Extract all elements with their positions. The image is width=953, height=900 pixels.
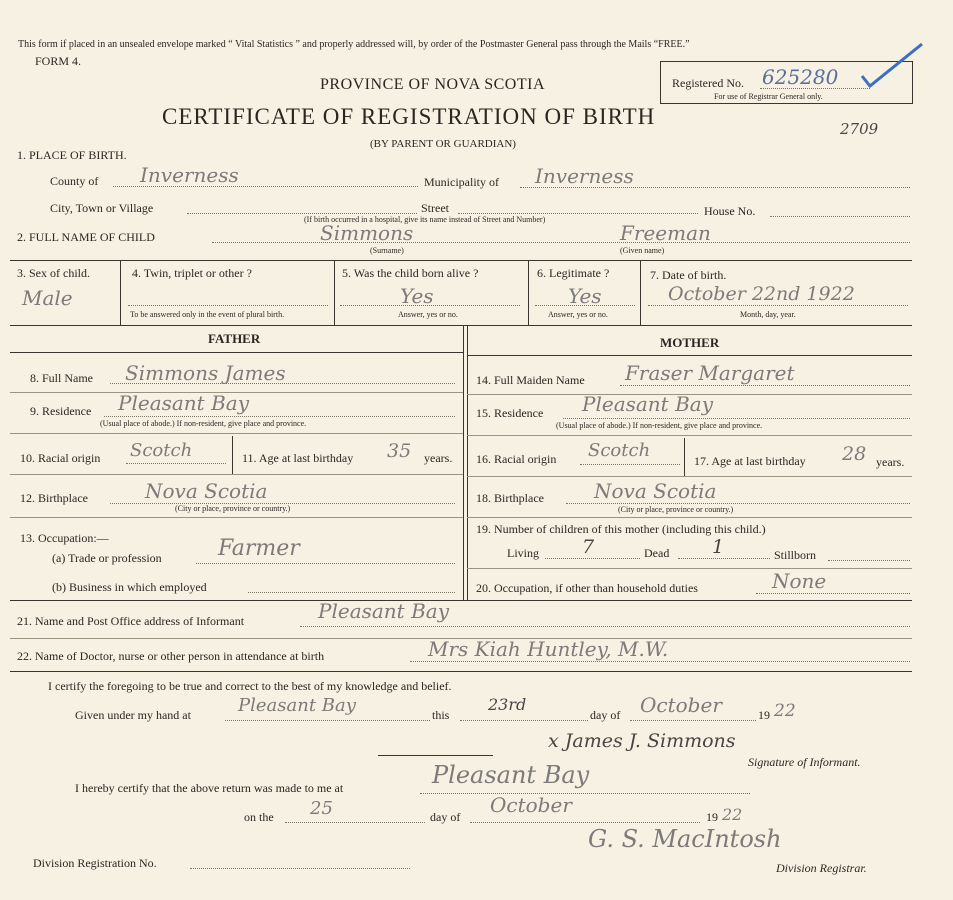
- registrar-month-line: [470, 822, 700, 823]
- doctor-line: [410, 661, 910, 662]
- father-residence-label: 9. Residence: [30, 404, 92, 418]
- certify-statement: I certify the foregoing to be true and correct to the best of my knowledge and belief.: [48, 679, 452, 693]
- mother-residence-line: [563, 418, 910, 419]
- mother-living-value: 7: [582, 536, 595, 558]
- registered-note: For use of Registrar General only.: [714, 92, 823, 101]
- given-note: (Given name): [620, 246, 665, 255]
- father-racial-line: [126, 463, 226, 464]
- this-label: this: [432, 708, 450, 722]
- mother-occupation-line: [756, 593, 910, 594]
- father-occupation-label: 13. Occupation:—: [20, 531, 109, 545]
- father-age-divider: [232, 436, 233, 474]
- father-trade-line: [196, 563, 455, 564]
- given-year-value: 22: [774, 701, 796, 721]
- mother-rule-3: [467, 476, 912, 477]
- registrar-statement: I hereby certify that the above return was made to me at: [75, 781, 344, 795]
- father-rule-3: [10, 474, 463, 475]
- informant-signature-label: Signature of Informant.: [748, 755, 861, 769]
- house-line: [770, 216, 910, 217]
- given-day-line: [460, 720, 588, 721]
- given-month-value: October: [640, 693, 722, 717]
- informant-line: [300, 626, 910, 627]
- father-business-label: (b) Business in which employed: [52, 580, 207, 594]
- street-label: Street: [421, 201, 449, 215]
- father-name-label: 8. Full Name: [30, 371, 93, 385]
- mother-head-rule: [467, 355, 912, 356]
- child-name-line: [212, 242, 910, 243]
- registrar-month-value: October: [490, 793, 572, 817]
- city-label: City, Town or Village: [50, 201, 154, 215]
- mother-racial-value: Scotch: [588, 440, 651, 461]
- province-heading: PROVINCE OF NOVA SCOTIA: [320, 76, 546, 93]
- father-name-value: Simmons James: [125, 361, 286, 385]
- twin-label: 4. Twin, triplet or other ?: [132, 266, 252, 280]
- mother-rule-5: [467, 568, 912, 569]
- given-label: Given under my hand at: [75, 708, 191, 722]
- county-label: County of: [50, 174, 99, 188]
- date-line: [648, 305, 908, 306]
- row3-div-1: [120, 260, 121, 325]
- mother-age-divider: [684, 438, 685, 476]
- mail-notice: This form if placed in an unsealed envelope marked “ Vital Statistics ” and properly addressed will, by order of the Postmaster General pass through the Mails “FREE.”: [18, 39, 690, 50]
- registrar-place-value: Pleasant Bay: [432, 761, 590, 789]
- mother-years: years.: [876, 455, 905, 469]
- legitimate-note: Answer, yes or no.: [548, 310, 608, 319]
- registrar-day-line: [285, 822, 425, 823]
- hospital-note: (If birth occurred in a hospital, give its name instead of Street and Number): [304, 215, 546, 224]
- twin-note: To be answered only in the event of plural birth.: [130, 310, 285, 319]
- father-residence-value: Pleasant Bay: [118, 391, 249, 415]
- mother-residence-value: Pleasant Bay: [582, 392, 713, 416]
- registrar-place-line: [420, 793, 750, 794]
- street-line: [458, 213, 698, 214]
- informant-value: Pleasant Bay: [318, 599, 449, 623]
- city-line: [187, 213, 417, 214]
- father-birthplace-value: Nova Scotia: [145, 479, 268, 503]
- mother-name-label: 14. Full Maiden Name: [476, 373, 585, 387]
- doctor-label: 22. Name of Doctor, nurse or other person in attendance at birth: [17, 649, 325, 663]
- mother-birthplace-line: [566, 503, 910, 504]
- registrar-signature: G. S. MacIntosh: [588, 825, 782, 853]
- row3-div-2: [334, 260, 335, 325]
- mother-occupation-value: None: [772, 569, 827, 593]
- sex-label: 3. Sex of child.: [17, 266, 90, 280]
- mother-name-line: [620, 385, 910, 386]
- father-rule-4: [10, 517, 463, 518]
- given-day-of-label: day of: [590, 708, 621, 722]
- father-trade-label: (a) Trade or profession: [52, 551, 162, 565]
- surname-note: (Surname): [370, 246, 404, 255]
- child-given-name: Freeman: [620, 221, 711, 245]
- mother-dead-label: Dead: [644, 546, 670, 560]
- doctor-value: Mrs Kiah Huntley, M.W.: [428, 637, 669, 661]
- parents-divider-2: [467, 325, 468, 600]
- check-mark-icon: [858, 40, 928, 90]
- mother-racial-label: 16. Racial origin: [476, 452, 557, 466]
- given-day-value: 23rd: [488, 695, 527, 714]
- child-surname: Simmons: [320, 221, 414, 245]
- mother-occupation-label: 20. Occupation, if other than household duties: [476, 581, 698, 595]
- twin-line: [128, 305, 328, 306]
- row3-top-rule: [10, 260, 912, 261]
- place-heading: 1. PLACE OF BIRTH.: [17, 148, 127, 162]
- father-birthplace-note: (City or place, province or country.): [175, 504, 291, 513]
- father-years: years.: [424, 451, 453, 465]
- mother-rule-4: [467, 517, 912, 518]
- mother-residence-note: (Usual place of abode.) If non-resident, give place and province.: [556, 421, 763, 430]
- county-value: Inverness: [140, 163, 239, 187]
- division-registration-label: Division Registration No.: [33, 856, 157, 870]
- informant-signature: x James J. Simmons: [548, 730, 736, 752]
- division-registrar-label: Division Registrar.: [776, 861, 867, 875]
- division-registration-line: [190, 868, 410, 869]
- mother-stillborn-label: Stillborn: [774, 548, 817, 562]
- mother-residence-label: 15. Residence: [476, 406, 544, 420]
- seal-rule: [378, 755, 493, 756]
- mother-age-label: 17. Age at last birthday: [694, 454, 806, 468]
- father-residence-line: [104, 416, 455, 417]
- house-label: House No.: [704, 204, 756, 218]
- municipality-label: Municipality of: [424, 175, 499, 189]
- registrar-day-of-label: day of: [430, 810, 461, 824]
- informant-label: 21. Name and Post Office address of Informant: [17, 614, 245, 628]
- alive-note: Answer, yes or no.: [398, 310, 458, 319]
- father-age-label: 11. Age at last birthday: [242, 451, 354, 465]
- date-label: 7. Date of birth.: [650, 268, 727, 282]
- father-business-line: [248, 592, 455, 593]
- sex-value: Male: [22, 286, 73, 310]
- parents-divider: [463, 325, 464, 600]
- mother-children-label: 19. Number of children of this mother (including this child.): [476, 522, 766, 536]
- father-residence-note: (Usual place of abode.) If non-resident, give place and province.: [100, 419, 307, 428]
- mother-birthplace-label: 18. Birthplace: [476, 491, 544, 505]
- row3-div-3: [528, 260, 529, 325]
- registered-number: 625280: [762, 65, 839, 89]
- father-racial-value: Scotch: [130, 440, 193, 461]
- father-age-value: 35: [387, 440, 412, 462]
- father-heading: FATHER: [208, 331, 261, 346]
- alive-value: Yes: [400, 284, 434, 308]
- form-number: FORM 4.: [35, 54, 82, 68]
- child-name-label: 2. FULL NAME OF CHILD: [17, 230, 155, 244]
- doctor-rule: [10, 671, 912, 672]
- father-trade-value: Farmer: [218, 536, 300, 561]
- date-value: October 22nd 1922: [668, 283, 855, 305]
- certificate-title: CERTIFICATE OF REGISTRATION OF BIRTH: [162, 104, 656, 129]
- mother-birthplace-value: Nova Scotia: [594, 479, 717, 503]
- row3-div-4: [640, 260, 641, 325]
- given-year-prefix: 19: [758, 708, 770, 722]
- mother-dead-line: [678, 558, 770, 559]
- row3-bottom-rule: [10, 325, 912, 326]
- municipality-value: Inverness: [535, 164, 634, 188]
- mother-heading: MOTHER: [660, 335, 720, 350]
- mother-rule-2: [467, 435, 912, 436]
- father-birthplace-label: 12. Birthplace: [20, 491, 88, 505]
- registrar-year-prefix: 19: [706, 810, 718, 824]
- given-month-line: [630, 720, 756, 721]
- legitimate-value: Yes: [568, 284, 602, 308]
- parents-bottom-rule: [10, 600, 912, 601]
- mother-racial-line: [580, 464, 680, 465]
- mother-birthplace-note: (City or place, province or country.): [618, 505, 734, 514]
- registrar-on-label: on the: [244, 810, 274, 824]
- given-place-line: [225, 720, 430, 721]
- certificate-subtitle: (BY PARENT OR GUARDIAN): [370, 138, 516, 150]
- alive-label: 5. Was the child born alive ?: [342, 266, 479, 280]
- father-rule-2: [10, 433, 463, 434]
- registrar-year-value: 22: [722, 805, 743, 824]
- registered-label: Registered No.: [672, 76, 744, 90]
- corner-mark: 2709: [840, 120, 879, 138]
- father-racial-label: 10. Racial origin: [20, 451, 101, 465]
- mother-living-label: Living: [507, 546, 539, 560]
- mother-dead-value: 1: [712, 536, 725, 558]
- mother-name-value: Fraser Margaret: [625, 361, 795, 385]
- legitimate-label: 6. Legitimate ?: [537, 266, 610, 280]
- registrar-day-value: 25: [310, 798, 333, 819]
- mother-stillborn-line: [828, 560, 910, 561]
- date-note: Month, day, year.: [740, 310, 796, 319]
- mother-living-line: [545, 558, 640, 559]
- mother-age-value: 28: [842, 443, 867, 465]
- given-place-value: Pleasant Bay: [238, 695, 356, 716]
- father-head-rule: [10, 352, 463, 353]
